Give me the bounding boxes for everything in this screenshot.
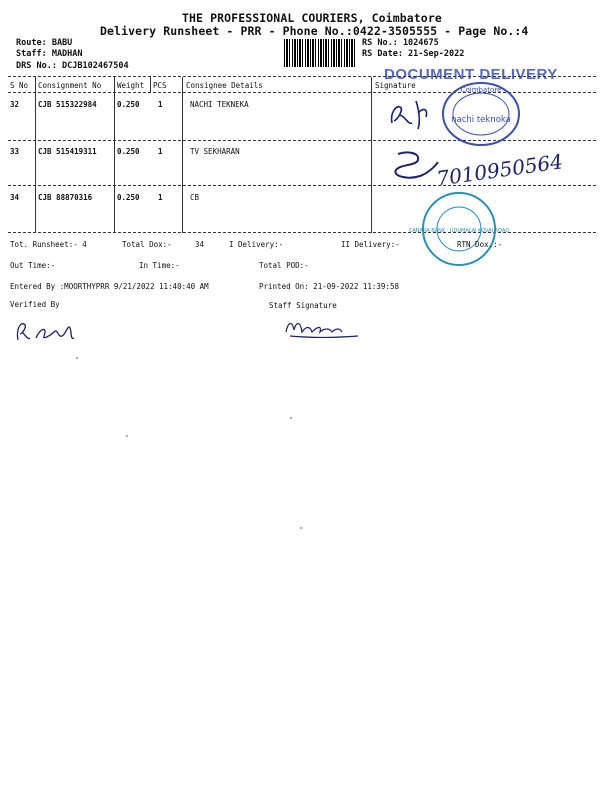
scan-speck <box>290 417 292 419</box>
i-delivery: I Delivery:- <box>229 240 284 249</box>
col-pcs: PCS <box>153 81 167 90</box>
company-title: THE PROFESSIONAL COURIERS, Coimbatore <box>182 11 442 25</box>
route-label: Route: BABU <box>16 38 73 48</box>
table-row-consignee: CB <box>190 193 200 202</box>
table-row-pcs: 1 <box>158 100 163 109</box>
table-top-rule <box>8 76 596 77</box>
total-pod: Total POD:- <box>259 261 309 270</box>
table-row-consignment: CJB 88870316 <box>38 193 93 202</box>
staff-signature-label: Staff Signature <box>269 301 337 310</box>
in-time: In Time:- <box>139 261 180 270</box>
bank-round-stamp <box>408 190 510 268</box>
scan-speck <box>126 435 128 437</box>
table-row-sno: 34 <box>10 193 20 202</box>
barcode <box>284 39 356 67</box>
scan-speck <box>76 357 78 359</box>
col-sno: S No <box>10 81 29 90</box>
verified-by-label: Verified By <box>10 300 60 309</box>
col-divider <box>182 77 183 233</box>
table-row-pcs: 1 <box>158 147 163 156</box>
col-divider <box>114 77 115 233</box>
rtn-dox: RTN Dox.:- <box>457 240 503 249</box>
col-divider <box>35 77 36 233</box>
out-time: Out Time:- <box>10 261 56 270</box>
table-row-consignee: NACHI TEKNEKA <box>190 100 249 109</box>
total-dox-label: Total Dox:- <box>122 240 172 249</box>
col-signature: Signature <box>375 81 416 90</box>
ii-delivery: II Delivery:- <box>341 240 400 249</box>
col-divider <box>150 77 151 92</box>
coimbatore-stamp <box>440 80 522 148</box>
stamp-company-text: nachi teknoka <box>451 115 511 125</box>
col-weight: Weight <box>117 81 145 90</box>
table-row-consignment: CJB 515419311 <box>38 147 97 156</box>
row-rule <box>8 185 596 186</box>
bank-stamp-text: CANARA BANK · UDUMALAI KOVAI ROAD <box>408 228 510 234</box>
col-consignee: Consignee Details <box>186 81 263 90</box>
staff-label: Staff: MADHAN <box>16 49 83 59</box>
stamp-city-text: Coimbatore <box>460 86 502 94</box>
table-row-weight: 0.250 <box>117 100 140 109</box>
col-divider <box>371 77 372 233</box>
printed-on: Printed On: 21-09-2022 11:39:58 <box>259 282 399 291</box>
verified-signature <box>14 316 84 346</box>
rs-number: RS No.: 1024675 <box>362 38 439 48</box>
staff-signature <box>282 314 362 342</box>
table-row-sno: 33 <box>10 147 20 156</box>
col-consignment: Consignment No <box>38 81 102 90</box>
total-runsheet: Tot. Runsheet:- 4 <box>10 240 87 249</box>
table-row-pcs: 1 <box>158 193 163 202</box>
total-dox-value: 34 <box>195 240 205 249</box>
entered-by: Entered By :MOORTHYPRR 9/21/2022 11:40:40 AM <box>10 282 209 291</box>
table-row-weight: 0.250 <box>117 147 140 156</box>
document-delivery-stamp: DOCUMENT DELIVERY <box>384 66 558 83</box>
scan-speck <box>300 527 302 529</box>
table-row-weight: 0.250 <box>117 193 140 202</box>
runsheet-subtitle: Delivery Runsheet - PRR - Phone No.:0422-3505555 - Page No.:4 <box>100 24 529 38</box>
table-row-consignee: TV SEKHARAN <box>190 147 240 156</box>
rs-date: RS Date: 21-Sep-2022 <box>362 49 465 59</box>
table-row-sno: 32 <box>10 100 20 109</box>
drs-number: DRS No.: DCJB102467504 <box>16 61 129 71</box>
table-row-consignment: CJB 515322984 <box>38 100 97 109</box>
handwritten-phone: 7010950564 <box>434 149 565 191</box>
